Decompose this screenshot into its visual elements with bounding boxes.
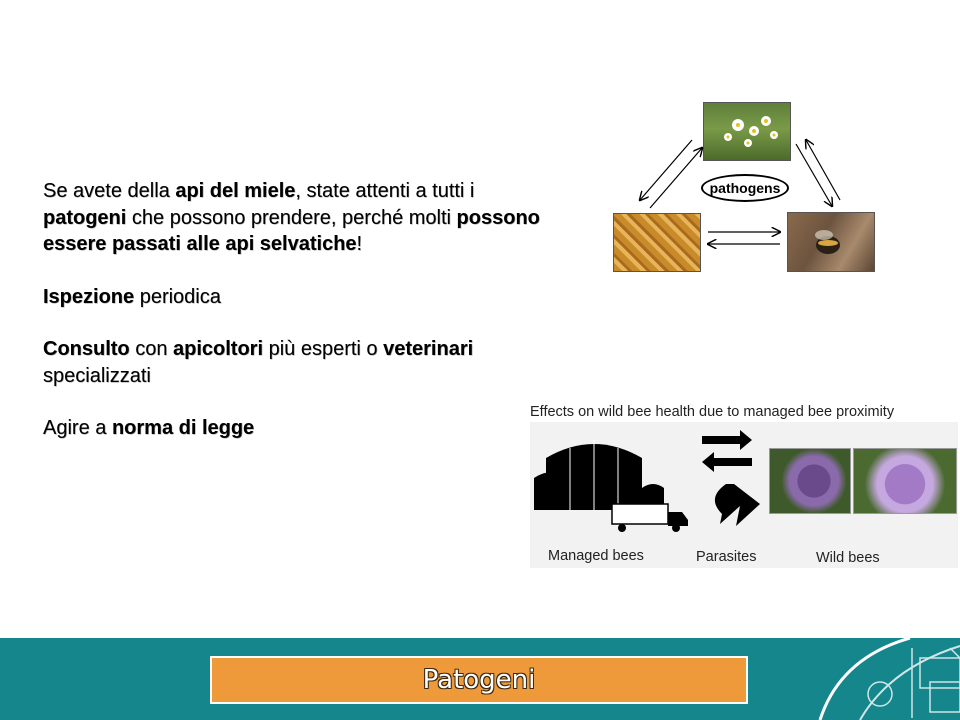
text-run: Se avete della xyxy=(43,180,176,202)
text-run: che possono prendere, perché molti xyxy=(126,206,457,229)
pathogen-transmission-diagram xyxy=(610,100,880,275)
wild-bee-health-figure xyxy=(530,398,958,570)
bold-run: veterinari xyxy=(383,338,474,360)
text-run: Agire a xyxy=(43,417,112,439)
wild-bee-photo-1 xyxy=(769,448,851,514)
bold-run: possono essere passati alle api selvatiche xyxy=(43,206,540,255)
text-run: più esperti o xyxy=(263,338,384,360)
label-wild-bees: Wild bees xyxy=(816,550,880,566)
slide-title-box xyxy=(210,656,748,704)
label-managed-bees: Managed bees xyxy=(548,548,644,564)
paragraph-consult xyxy=(43,336,543,389)
bold-run: Consulto xyxy=(43,338,130,360)
text-run: periodica xyxy=(134,285,221,308)
paragraph-law xyxy=(43,415,543,442)
pathogens-label: pathogens xyxy=(701,174,789,202)
text-run: con xyxy=(129,338,174,360)
paragraph-inspection xyxy=(43,284,543,311)
bold-run: patogeni xyxy=(43,206,127,229)
decorative-logo-icon xyxy=(800,638,960,720)
text-run: specializzati xyxy=(43,364,151,387)
body-text xyxy=(43,178,543,442)
bold-run: api del miele xyxy=(175,180,296,202)
paragraph-honeybees xyxy=(43,178,543,258)
managed-bees-warehouse-icon xyxy=(530,428,770,568)
text-run: ! xyxy=(356,233,363,255)
figure-title: Effects on wild bee health due to managed bee proximity xyxy=(530,404,895,420)
label-parasites: Parasites xyxy=(696,549,757,565)
wild-bee-photo-2 xyxy=(853,448,957,514)
bold-run: apicoltori xyxy=(173,338,264,360)
text-run: , state attenti a tutti i xyxy=(295,180,475,202)
bold-run: norma di legge xyxy=(111,417,255,439)
bold-run: Ispezione xyxy=(43,285,135,308)
slide-title: Patogeni xyxy=(422,665,536,695)
